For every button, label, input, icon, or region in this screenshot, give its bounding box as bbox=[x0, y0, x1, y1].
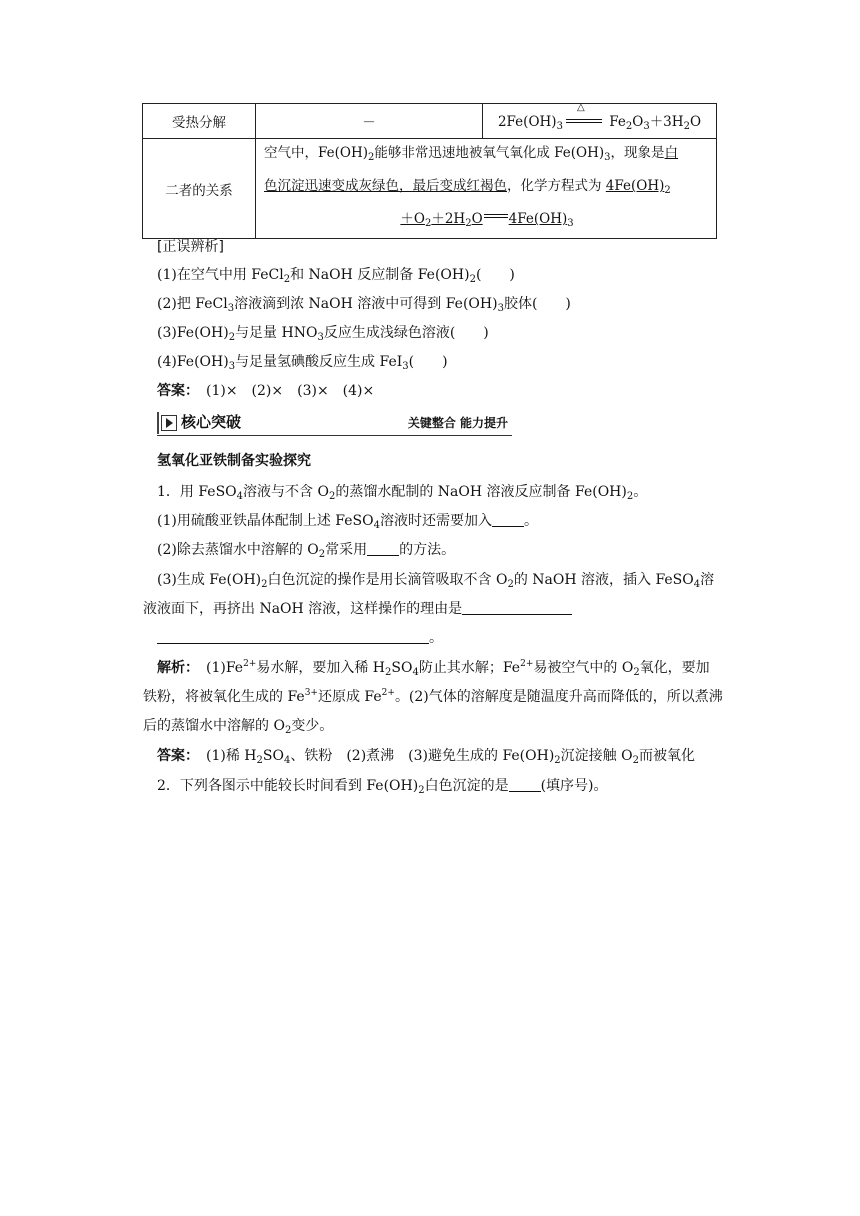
banner-tag: 关键整合 能力提升 bbox=[407, 416, 508, 430]
question-2: 2．下列各图示中能较长时间看到 $Fe(OH)_2$白色沉淀的是 (填序号)。 bbox=[157, 778, 608, 796]
cell-feoh2-thermal: － bbox=[256, 104, 483, 139]
question-1-part-3-blank: 。 bbox=[157, 627, 443, 647]
analysis-line-3: 后的蒸馏水中溶解的 $O_2$变少。 bbox=[143, 718, 334, 736]
judge-item-1: (1)在空气中用 FeCl$_2$和 NaOH 反应制备 $Fe(OH)_2$( ) bbox=[157, 267, 515, 285]
banner-title: 核心突破 bbox=[181, 413, 242, 431]
answer-blank bbox=[157, 629, 429, 644]
judge-title: [正误辨析] bbox=[157, 239, 224, 255]
answer-line: 答案： (1)稀 $H_2SO_4$、铁粉 (2)煮沸 (3)避免生成的 $Fe(OH)_2$沉淀接触 $O_2$而被氧化 bbox=[157, 748, 695, 766]
row-label-thermal: 受热分解 bbox=[143, 104, 256, 139]
question-1-part-3-cont: 液液面下，再挤出 NaOH 溶液，这样操作的理由是 bbox=[143, 598, 572, 618]
question-1-part-2: (2)除去蒸馏水中溶解的 $O_2$常采用 的方法。 bbox=[157, 542, 456, 560]
heat-triangle-icon: △ bbox=[576, 102, 585, 113]
judge-item-2: (2)把 FeCl$_3$溶液滴到浓 NaOH 溶液中可得到 $Fe(OH)_3$胶体( ) bbox=[157, 296, 571, 314]
table-row bbox=[143, 104, 717, 139]
row-label-relation: 二者的关系 bbox=[143, 139, 256, 239]
judge-item-4: $(4)Fe(OH)_3$与足量氢碘酸反应生成 FeI$_3$( ) bbox=[157, 354, 448, 372]
analysis-line-2: 铁粉，将被氧化生成的 $Fe^{3+}$还原成 $Fe^{2+}$。(2)气体的溶解度是随温度升高而降低的，所以煮沸 bbox=[143, 688, 723, 705]
question-1-part-1: (1)用硫酸亚铁晶体配制上述 FeSO$_4$溶液时还需要加入 。 bbox=[157, 513, 538, 531]
judge-answer: 答案： (1)× (2)× (3)× (4)× bbox=[157, 383, 375, 399]
question-1-part-3: (3)生成 $Fe(OH)_2$白色沉淀的操作是用长滴管吸取不含 $O_2$的 NaOH 溶液，插入 FeSO$_4$溶 bbox=[157, 572, 715, 590]
cell-feoh3-thermal: $2Fe(OH)_3$ △ $Fe_2O_3+3H_2O$ bbox=[483, 104, 717, 139]
answer-blank bbox=[492, 512, 524, 527]
section-heading: 氢氧化亚铁制备实验探究 bbox=[157, 453, 311, 469]
table-row bbox=[143, 139, 717, 239]
cell-relation: 空气中，$Fe(OH)_2$能够非常迅速地被氧气氧化成 $Fe(OH)_3$，现象是白 色沉淀迅速变成灰绿色，最后变成红褐色，化学方程式为 $4Fe(OH)_2$ $+O_2+2H_2O$ $4Fe(OH)_3$ bbox=[256, 139, 717, 239]
answer-blank bbox=[462, 600, 572, 615]
play-icon bbox=[161, 415, 177, 431]
core-breakthrough-banner bbox=[157, 410, 512, 436]
fe-hydroxide-properties-table bbox=[142, 103, 717, 239]
heat-condition-equals bbox=[566, 102, 602, 128]
analysis-line-1: 解析： $(1)Fe^{2+}$易水解，要加入稀 $H_2SO_4$防止其水解；$Fe^{2+}$易被空气中的 $O_2$氧化，要加 bbox=[157, 659, 710, 678]
judge-item-3: $(3)Fe(OH)_2$与足量 $HNO_3$反应生成浅绿色溶液( ) bbox=[157, 325, 489, 343]
question-1: 1．用 FeSO$_4$溶液与不含 $O_2$的蒸馏水配制的 NaOH 溶液反应制备 $Fe(OH)_2$。 bbox=[157, 484, 648, 502]
answer-blank bbox=[509, 777, 541, 792]
equals-sign-icon bbox=[484, 211, 508, 223]
answer-blank bbox=[367, 541, 399, 556]
